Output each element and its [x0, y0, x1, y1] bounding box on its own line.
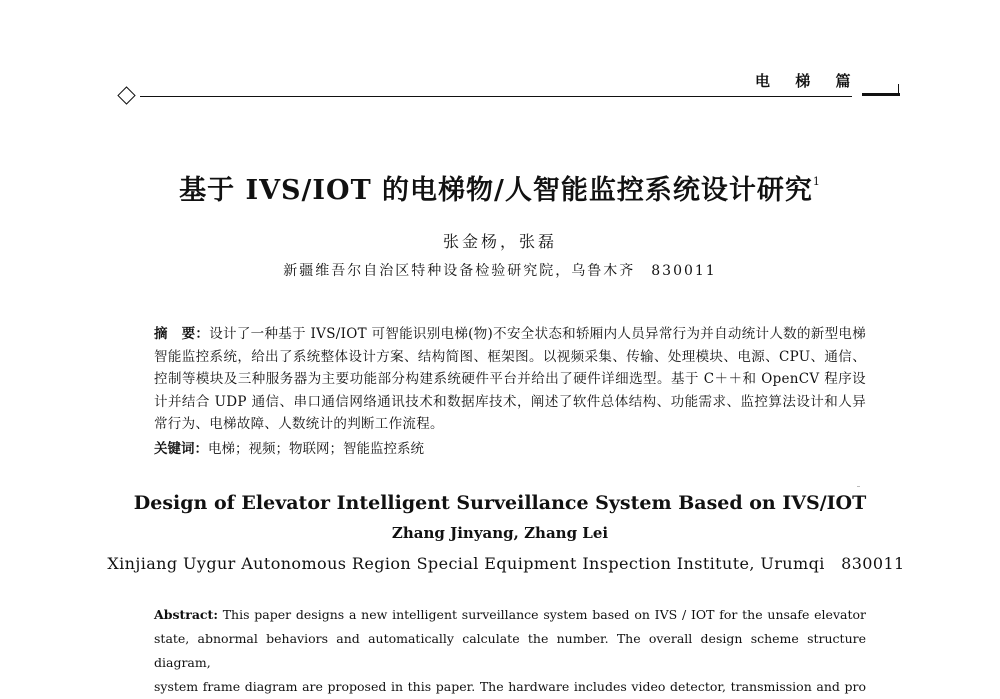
- header-rule-line: [140, 96, 852, 97]
- authors-chinese: 张金杨，张磊: [442, 232, 557, 251]
- affiliation-chinese: 新疆维吾尔自治区特种设备检验研究院，乌鲁木齐 830011: [283, 263, 717, 279]
- paper-title-english: Design of Elevator Intelligent Surveillance System Based on IVS/IOT: [133, 492, 867, 514]
- paper-title-chinese-text: 基于 IVS/IOT 的电梯物/人智能监控系统设计研究: [179, 175, 813, 206]
- abstract-english-label: Abstract:: [154, 607, 218, 622]
- keywords-chinese-text: 电梯；视频；物联网；智能监控系统: [208, 441, 424, 457]
- abstract-english-line-1: [154, 603, 866, 627]
- header-rule-thick-segment: [862, 93, 900, 96]
- header-rule-end-tick: [898, 84, 899, 96]
- abstract-english: [154, 603, 866, 699]
- authors-english: Zhang Jinyang, Zhang Lei: [391, 524, 609, 542]
- paper-title-chinese: [0, 168, 1000, 207]
- title-footnote-marker: 1: [812, 175, 821, 188]
- keywords-chinese-label: 关键词：: [154, 441, 208, 457]
- abstract-english-line-1-text: This paper designs a new intelligent surveillance system based on IVS / IOT for the unsafe elevator: [222, 607, 866, 622]
- affiliation-english: Xinjiang Uygur Autonomous Region Special Equipment Inspection Institute, Urumqi 830011: [107, 554, 905, 573]
- header-diamond-ornament: [117, 86, 135, 104]
- abstract-chinese-text: 设计了一种基于 IVS/IOT 可智能识别电梯(物)不安全状态和轿厢内人员异常行为并自动统计人数的新型电梯智能监控系统，给出了系统整体设计方案、结构简图、框架图。以视频采集、传输、处理模块、电源、CPU、通信、控制等模块及三种服务器为主要功能部分构建系统硬件平台并给出了硬件详细选型。基于 C＋＋和 OpenCV 程序设计并结合 UDP 通信、串口通信网络通讯技术和数据库技术，阐述了软件总体结构、功能需求、监控算法设计和人异常行为、电梯故障、人数统计的判断工作流程。: [154, 326, 866, 432]
- abstract-english-line-2: state, abnormal behaviors and automatically calculate the number. The overall design scheme structure diagram,: [154, 631, 866, 670]
- keywords-chinese: [154, 438, 866, 460]
- abstract-english-line-3: system frame diagram are proposed in this paper. The hardware includes video detector, transmission and pro: [154, 679, 866, 694]
- abstract-chinese: [154, 323, 866, 436]
- scan-artifact-mark: [857, 486, 860, 487]
- abstract-chinese-label: 摘 要：: [154, 326, 210, 342]
- running-header-section: 电 梯 篇: [755, 72, 861, 90]
